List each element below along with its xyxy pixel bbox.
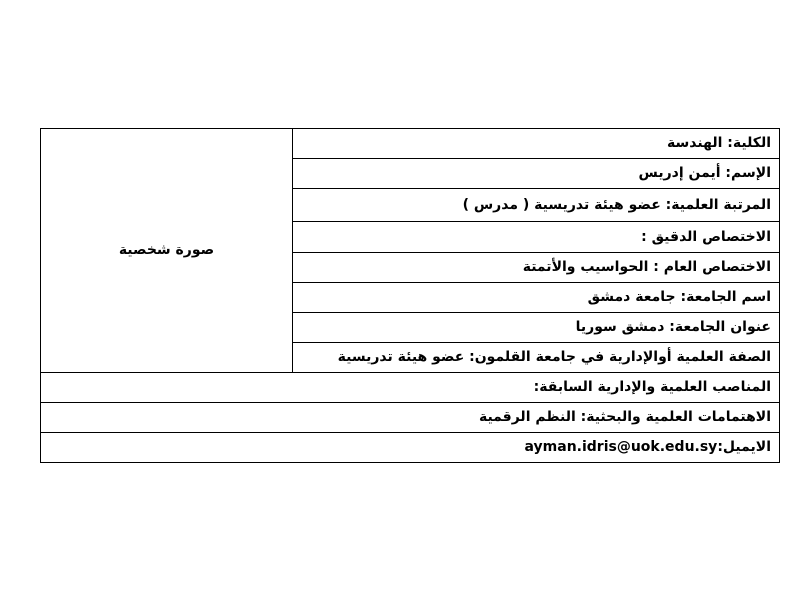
faculty-cell: الكلية: الهندسة — [293, 129, 780, 159]
research-interests-cell: الاهتمامات العلمية والبحثية: النظم الرقمية — [41, 403, 780, 433]
row-previous-positions — [41, 373, 780, 403]
name-cell: الإسم: أيمن إدريس — [293, 159, 780, 189]
personal-photo-cell: صورة شخصية — [41, 129, 293, 373]
position-cell: الصفة العلمية أوالإدارية في جامعة القلمون: عضو هيئة تدريسية — [293, 343, 780, 373]
specialization-cell: الاختصاص الدقيق : — [293, 222, 780, 253]
university-cell: اسم الجامعة: جامعة دمشق — [293, 283, 780, 313]
university-address-cell: عنوان الجامعة: دمشق سوريا — [293, 313, 780, 343]
row-interests — [41, 403, 780, 433]
general-specialization-cell: الاختصاص العام : الحواسيب والأتمتة — [293, 253, 780, 283]
previous-positions-cell: المناصب العلمية والإدارية السابقة: — [41, 373, 780, 403]
cv-table — [40, 128, 780, 463]
email-cell — [41, 433, 780, 463]
row-email — [41, 433, 780, 463]
academic-rank-cell: المرتبة العلمية: عضو هيئة تدريسية ( مدرس ) — [293, 189, 780, 222]
email-address[interactable]: ayman.idris@uok.edu.sy — [524, 439, 718, 456]
email-label: الايميل: — [717, 439, 771, 456]
row-faculty — [41, 129, 780, 159]
